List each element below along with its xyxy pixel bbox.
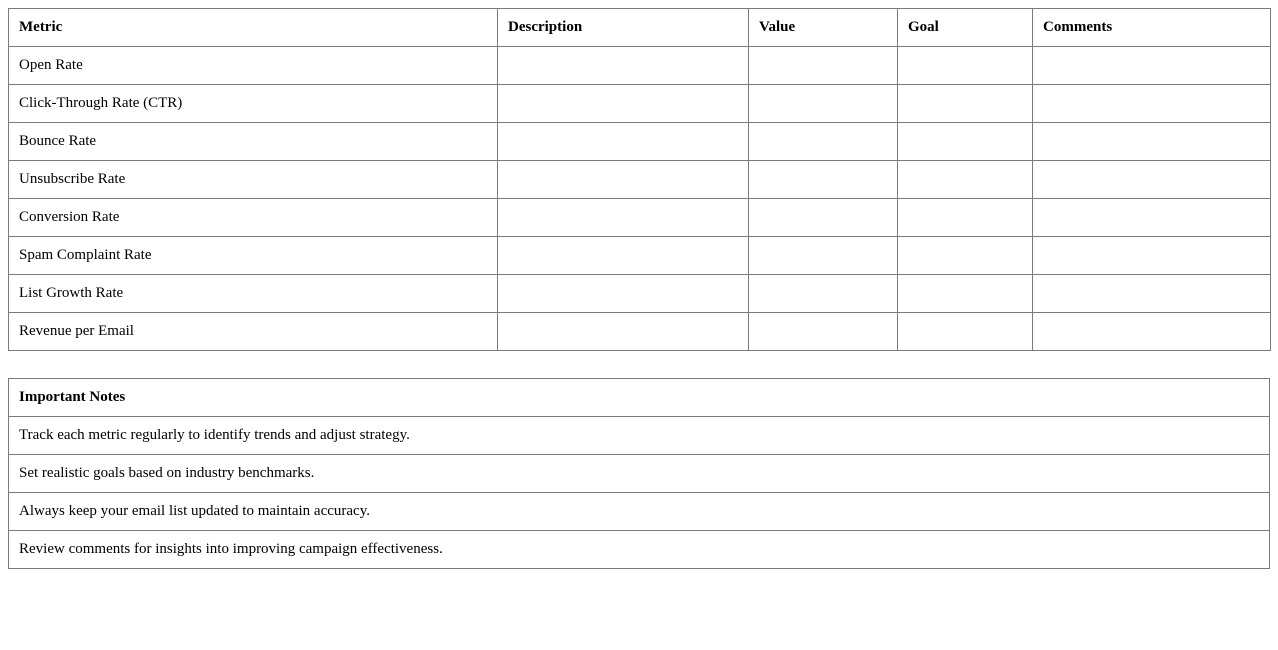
metrics-header-row <box>9 9 1271 47</box>
notes-row <box>9 455 1270 493</box>
value-cell <box>749 123 898 161</box>
metric-cell: Unsubscribe Rate <box>9 161 498 199</box>
notes-header-row <box>9 379 1270 417</box>
value-cell <box>749 199 898 237</box>
metric-cell: Conversion Rate <box>9 199 498 237</box>
value-cell <box>749 47 898 85</box>
table-row <box>9 313 1271 351</box>
note-item: Always keep your email list updated to maintain accuracy. <box>9 493 1270 531</box>
goal-cell <box>898 161 1033 199</box>
comments-cell <box>1033 47 1271 85</box>
metric-cell: Open Rate <box>9 47 498 85</box>
description-cell <box>498 237 749 275</box>
description-cell <box>498 313 749 351</box>
description-cell <box>498 199 749 237</box>
table-row <box>9 161 1271 199</box>
metric-cell: Click-Through Rate (CTR) <box>9 85 498 123</box>
goal-cell <box>898 47 1033 85</box>
description-cell <box>498 47 749 85</box>
goal-cell <box>898 85 1033 123</box>
header-goal: Goal <box>898 9 1033 47</box>
table-row <box>9 123 1271 161</box>
notes-row <box>9 531 1270 569</box>
value-cell <box>749 85 898 123</box>
notes-table <box>8 378 1270 569</box>
comments-cell <box>1033 85 1271 123</box>
note-item: Set realistic goals based on industry benchmarks. <box>9 455 1270 493</box>
goal-cell <box>898 237 1033 275</box>
comments-cell <box>1033 123 1271 161</box>
notes-row <box>9 493 1270 531</box>
table-row <box>9 275 1271 313</box>
value-cell <box>749 275 898 313</box>
description-cell <box>498 123 749 161</box>
comments-cell <box>1033 313 1271 351</box>
comments-cell <box>1033 161 1271 199</box>
goal-cell <box>898 123 1033 161</box>
value-cell <box>749 237 898 275</box>
goal-cell <box>898 275 1033 313</box>
table-row <box>9 237 1271 275</box>
comments-cell <box>1033 237 1271 275</box>
metric-cell: Spam Complaint Rate <box>9 237 498 275</box>
goal-cell <box>898 199 1033 237</box>
description-cell <box>498 161 749 199</box>
notes-row <box>9 417 1270 455</box>
header-comments: Comments <box>1033 9 1271 47</box>
metric-cell: Revenue per Email <box>9 313 498 351</box>
header-description: Description <box>498 9 749 47</box>
metric-cell: Bounce Rate <box>9 123 498 161</box>
header-metric: Metric <box>9 9 498 47</box>
goal-cell <box>898 313 1033 351</box>
table-row <box>9 199 1271 237</box>
metric-cell: List Growth Rate <box>9 275 498 313</box>
comments-cell <box>1033 199 1271 237</box>
description-cell <box>498 275 749 313</box>
metrics-table <box>8 8 1271 351</box>
header-value: Value <box>749 9 898 47</box>
comments-cell <box>1033 275 1271 313</box>
table-row <box>9 47 1271 85</box>
table-row <box>9 85 1271 123</box>
value-cell <box>749 161 898 199</box>
description-cell <box>498 85 749 123</box>
note-item: Track each metric regularly to identify trends and adjust strategy. <box>9 417 1270 455</box>
note-item: Review comments for insights into improving campaign effectiveness. <box>9 531 1270 569</box>
value-cell <box>749 313 898 351</box>
notes-title: Important Notes <box>9 379 1270 417</box>
